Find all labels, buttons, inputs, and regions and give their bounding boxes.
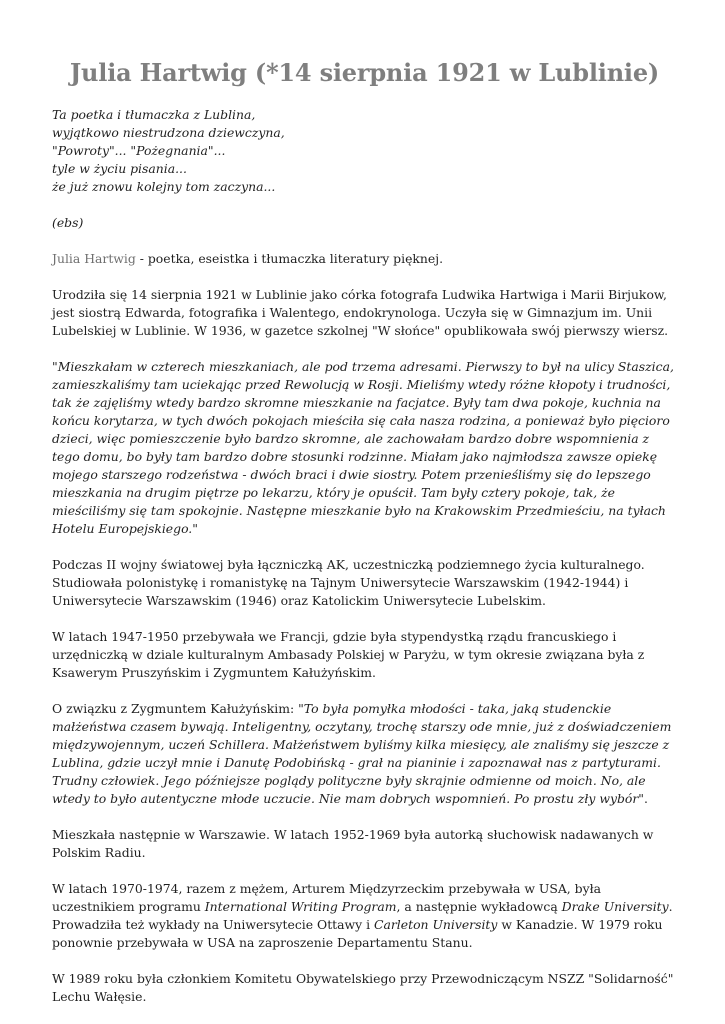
- poem-line: Ta poetka i tłumaczka z Lublina,: [52, 107, 256, 122]
- bio-usa-text: w Kanadzie. W 1979 roku ponownie przebywała w USA na zaproszenie Departamentu Stanu.: [52, 917, 663, 950]
- poem-signature: (ebs): [52, 215, 84, 230]
- page-title: Julia Hartwig (*14 sierpnia 1921 w Lublinie): [69, 58, 660, 87]
- bio-paragraph-usa: [52, 880, 677, 952]
- quote-close: ".: [638, 791, 648, 806]
- poem: [52, 106, 677, 196]
- bio-paragraph-birth: Urodziła się 14 sierpnia 1921 w Lublinie jako córka fotografa Ludwika Hartwiga i Marii Birjukow, jest siostrą Edwarda, fotografika i Walentego, endokrynologa. Uczyła się w Gimnazjum im. Unii Lubelskiej w Lublinie. W 1936, w gazetce szkolnej "W słońce" opublikowała swój pierwszy wiersz.: [52, 287, 669, 338]
- document-page: [52, 0, 677, 1006]
- bio-usa-text: , a następnie wykładowcą: [396, 899, 562, 914]
- poem-line: tyle w życiu pisania...: [52, 161, 187, 176]
- bio-usa-text: W latach 1970-1974, razem z mężem, Arturem Międzyrzeckim przebywała w USA, była uczestnikiem programu: [52, 881, 601, 914]
- quote-homes-text: Mieszkałam w czterech mieszkaniach, ale pod trzema adresami. Pierwszy to był na ulicy Staszica, zamieszkaliśmy tam uciekając przed Rewolucją w Rosji. Mieliśmy wtedy różne kłopoty i trudności, tak że zajęliśmy wtedy bardzo skromne mieszkanie na facjatce. Były tam dwa pokoje, kuchnia na końcu korytarza, w tych dwóch pokojach mieściła się cała nasza rodzina, a ponieważ było pięcioro dzieci, więc pomieszczenie było bardzo skromne, ale zachowałam bardzo dobre wspomnienia z tego domu, bo były tam bardzo dobre stosunki rodzinne. Miałam jako najmłodsza zawsze opiekę mojego starszego rodzeństwa - dwóch braci i dwie siostry. Potem przenieśliśmy się do lepszego mieszkania na drugim piętrze po lekarzu, który je opuścił. Tam były cztery pokoje, tak, że mieściliśmy się tam spokojnie. Następne mieszkanie było na Krakowskim Przedmieściu, na tyłach Hotelu Europejskiego.: [52, 359, 674, 536]
- intro-paragraph: [52, 250, 677, 268]
- bio-usa-text: . Prowadziła też wykłady na Uniwersytecie Ottawy i: [52, 899, 673, 932]
- poem-line: że już znowu kolejny tom zaczyna...: [52, 179, 276, 194]
- quote-marriage-text: To była pomyłka młodości - taka, jaką studenckie małżeństwa czasem bywają. Inteligentny, oczytany, trochę starszy ode mnie, już z doświadczeniem międzywojennym, uczeń Schillera. Małżeństwem byliśmy kilka miesięcy, ale znaliśmy się jeszcze z Lublina, gdzie uczył mnie i Danutę Podobińską - grał na pianinie i zapoznawał nas z partyturami. Trudny człowiek. Jego późniejsze poglądy polityczne były skrajnie odmienne od moich. No, ale wtedy to było autentyczne młode uczucie. Nie mam dobrych wspomnień. Po prostu zły wybór: [52, 701, 672, 806]
- program-name: International Writing Program: [204, 899, 397, 914]
- bio-paragraph-war: Podczas II wojny światowej była łączniczką AK, uczestniczką podziemnego życia kulturalnego. Studiowała polonistykę i romanistykę na Tajnym Uniwersytecie Warszawskim (1942-1944) i Uniwersytecie Warszawskim (1946) oraz Katolickim Uniwersytecie Lubelskim.: [52, 557, 645, 608]
- quote-homes-paragraph: [52, 358, 677, 538]
- poem-line: wyjątkowo niestrudzona dziewczyna,: [52, 125, 285, 140]
- bio-paragraph-france: W latach 1947-1950 przebywała we Francji, gdzie była stypendystką rządu francuskiego i urzędniczką w dziale kulturalnym Ambasady Polskiej w Paryżu, w tym okresie związana była z Ksawerym Pruszyńskim i Zygmuntem Kałużyńskim.: [52, 629, 645, 680]
- poem-line: "Powroty"... "Pożegnania"...: [52, 143, 226, 158]
- quote-open: ": [52, 359, 58, 374]
- bio-paragraph-warsaw: Mieszkała następnie w Warszawie. W latach 1952-1969 była autorką słuchowisk nadawanych w Polskim Radiu.: [52, 827, 654, 860]
- quote-close: ": [192, 521, 198, 536]
- julia-hartwig-link[interactable]: Julia Hartwig: [52, 251, 136, 266]
- intro-text: - poetka, eseistka i tłumaczka literatury pięknej.: [135, 251, 444, 266]
- university-name: Carleton University: [374, 917, 498, 932]
- quote-lead: O związku z Zygmuntem Kałużyńskim: ": [52, 701, 304, 716]
- bio-paragraph-1989: W 1989 roku była członkiem Komitetu Obywatelskiego przy Przewodniczącym NSZZ "Solidarność" Lechu Wałęsie.: [52, 971, 674, 1004]
- university-name: Drake University: [561, 899, 669, 914]
- quote-marriage-paragraph: [52, 700, 677, 808]
